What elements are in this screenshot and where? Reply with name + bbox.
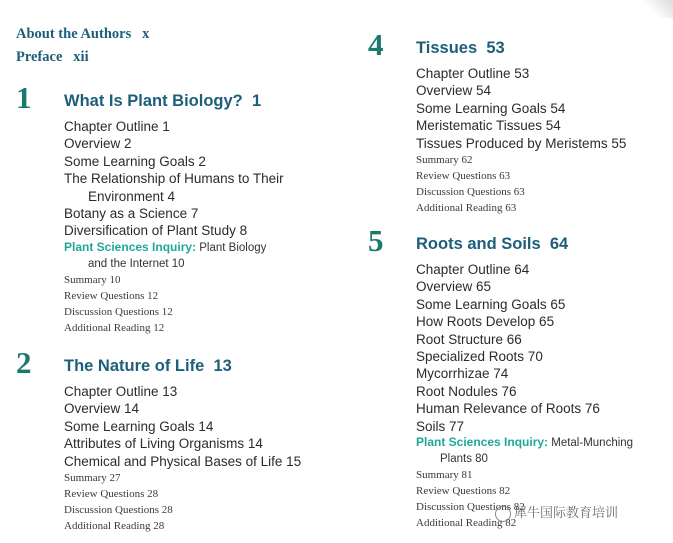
chapter-page: 13	[213, 357, 232, 375]
toc-end-item[interactable]: Review Questions 28	[64, 488, 159, 501]
toc-section[interactable]: Chapter Outline 13	[64, 384, 178, 399]
front-page: x	[142, 26, 150, 42]
toc-section[interactable]: Some Learning Goals 2	[64, 153, 206, 169]
chapter-title-text: What Is Plant Biology?	[64, 92, 243, 110]
inquiry-entry[interactable]	[64, 240, 284, 256]
front-page: xii	[73, 49, 89, 65]
inquiry-label: Plant Sciences Inquiry:	[416, 435, 549, 450]
toc-end-item[interactable]: Review Questions 63	[416, 170, 511, 183]
toc-section[interactable]: Some Learning Goals 54	[416, 100, 566, 116]
toc-end-item[interactable]: Summary 62	[416, 154, 473, 167]
toc-end-item[interactable]: Additional Reading 63	[416, 202, 517, 215]
toc-section[interactable]: The Relationship of Humans to Their	[64, 171, 284, 187]
toc-entry-preface[interactable]	[16, 49, 89, 66]
toc-end-item[interactable]: Review Questions 12	[64, 289, 159, 302]
toc-section[interactable]: How Roots Develop 65	[416, 314, 555, 330]
toc-end-item[interactable]: Additional Reading 28	[64, 520, 165, 533]
toc-end-item[interactable]: Additional Reading 82	[416, 517, 517, 530]
toc-end-item[interactable]: Discussion Questions 12	[64, 305, 173, 318]
page-corner-shadow	[643, 0, 673, 18]
inquiry-text: Metal-Munching	[548, 437, 634, 450]
chapter-title[interactable]	[64, 356, 232, 376]
chapter-2-contents	[64, 383, 301, 534]
watermark	[495, 502, 618, 522]
toc-section[interactable]: Soils 77	[416, 418, 465, 434]
toc-section[interactable]: Chapter Outline 64	[416, 262, 530, 277]
front-title: About the Authors	[16, 26, 132, 42]
toc-section[interactable]: Overview 14	[64, 401, 140, 417]
toc-end-item[interactable]: Discussion Questions 28	[64, 504, 173, 517]
toc-section[interactable]: Overview 2	[64, 136, 132, 152]
chapter-title[interactable]	[416, 234, 568, 254]
inquiry-label: Plant Sciences Inquiry:	[64, 239, 197, 254]
toc-section[interactable]: Some Learning Goals 65	[416, 296, 566, 312]
chapter-number: 4	[368, 27, 384, 62]
chapter-1-contents	[64, 118, 284, 336]
watermark-text: 犀牛国际教育培训	[514, 505, 619, 520]
toc-section[interactable]: Root Nodules 76	[416, 383, 517, 399]
chapter-page: 53	[486, 39, 505, 57]
toc-section[interactable]: Chemical and Physical Bases of Life 15	[64, 453, 302, 469]
chapter-number: 1	[16, 80, 32, 115]
inquiry-entry[interactable]	[416, 435, 633, 451]
toc-end-item[interactable]: Additional Reading 12	[64, 321, 165, 334]
toc-section[interactable]: Human Relevance of Roots 76	[416, 401, 600, 417]
toc-end-item[interactable]: Discussion Questions 63	[416, 186, 525, 199]
toc-section[interactable]: Root Structure 66	[416, 331, 522, 347]
inquiry-text: Plant Biology	[196, 241, 267, 254]
toc-section[interactable]: Chapter Outline 1	[64, 119, 170, 134]
chapter-number: 2	[16, 345, 32, 380]
toc-section[interactable]: Chapter Outline 53	[416, 66, 530, 81]
toc-section[interactable]: Mycorrhizae 74	[416, 366, 509, 382]
toc-section[interactable]: Botany as a Science 7	[64, 206, 199, 222]
chapter-4-contents	[416, 65, 626, 216]
toc-end-item[interactable]: Summary 27	[64, 472, 121, 485]
toc-end-item[interactable]: Summary 10	[64, 273, 121, 286]
toc-end-item[interactable]: Review Questions 82	[416, 485, 511, 498]
chapter-title[interactable]	[64, 91, 261, 111]
toc-section[interactable]: Some Learning Goals 14	[64, 418, 214, 434]
chapter-5-contents	[416, 261, 633, 531]
toc-section[interactable]: Tissues Produced by Meristems 55	[416, 135, 627, 151]
front-title: Preface	[16, 49, 63, 65]
toc-section[interactable]: Specialized Roots 70	[416, 349, 543, 365]
inquiry-continuation: and the Internet 10	[88, 257, 185, 270]
toc-end-item[interactable]: Discussion Questions 82	[416, 501, 525, 514]
toc-section[interactable]: Overview 54	[416, 83, 492, 99]
chapter-page: 1	[251, 92, 262, 110]
inquiry-continuation: Plants 80	[440, 453, 488, 466]
chapter-title-text: Roots and Soils	[416, 235, 541, 253]
toc-section[interactable]: Overview 65	[416, 279, 492, 295]
toc-section[interactable]: Attributes of Living Organisms 14	[64, 436, 263, 452]
chapter-page: 64	[549, 235, 569, 253]
chapter-title[interactable]	[416, 38, 505, 58]
chapter-title-text: The Nature of Life	[64, 357, 205, 375]
toc-section[interactable]: Diversification of Plant Study 8	[64, 223, 248, 239]
toc-entry-about-authors[interactable]	[16, 26, 149, 43]
watermark-logo-icon	[495, 506, 511, 522]
chapter-title-text: Tissues	[416, 39, 478, 57]
toc-section[interactable]: Meristematic Tissues 54	[416, 118, 561, 134]
toc-section[interactable]: Environment 4	[88, 188, 176, 204]
chapter-number: 5	[368, 223, 384, 258]
toc-end-item[interactable]: Summary 81	[416, 469, 473, 482]
